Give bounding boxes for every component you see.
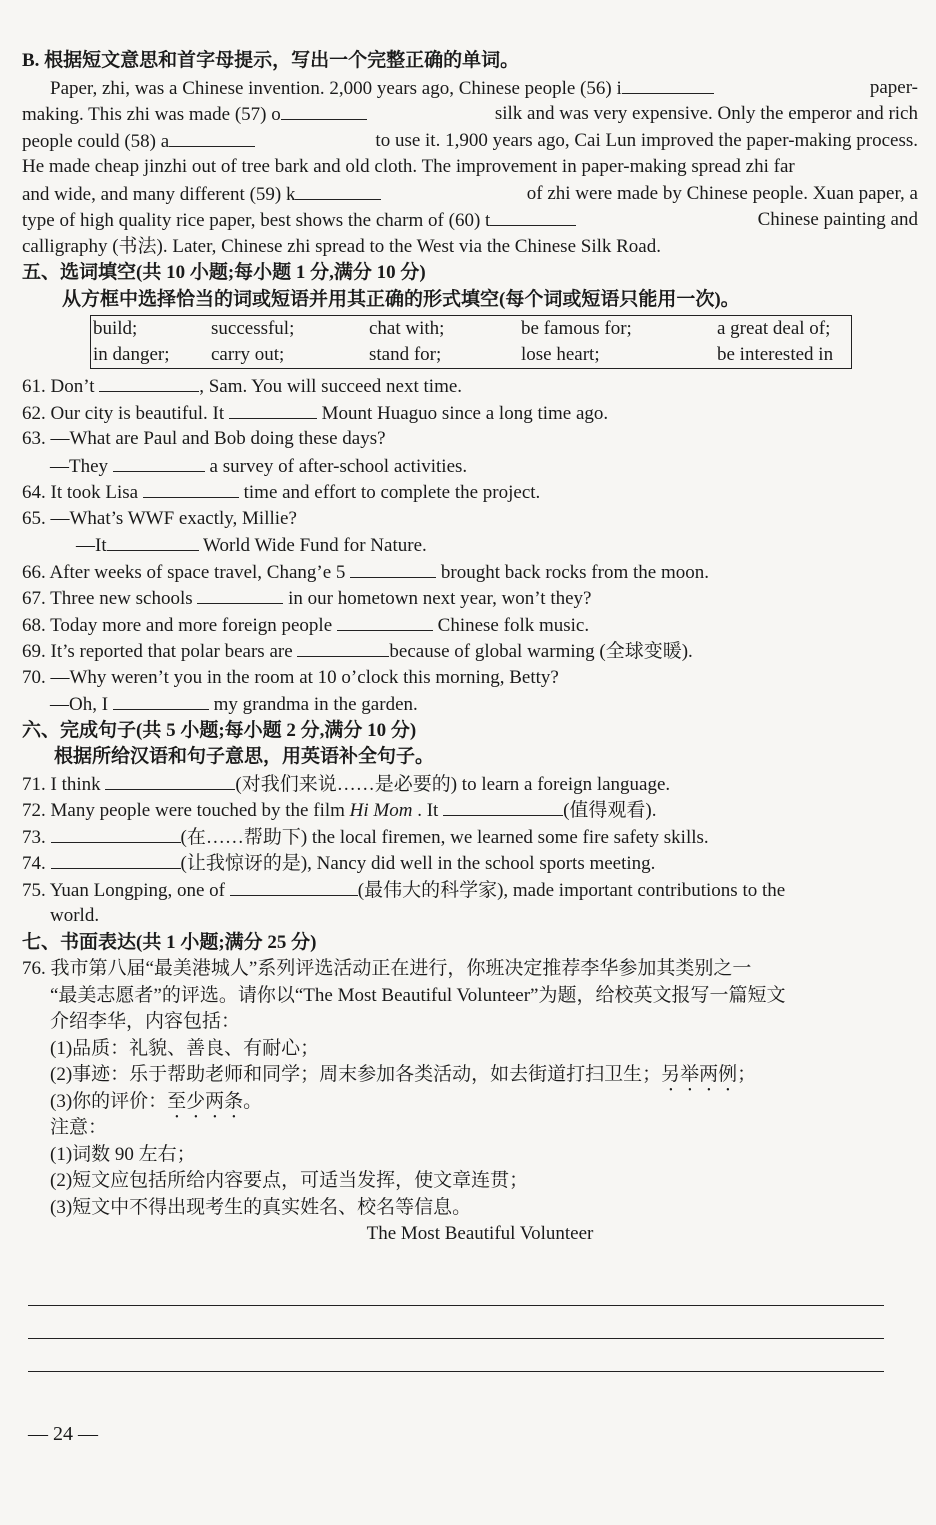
question-65-answer-line bbox=[22, 532, 918, 559]
question-72 bbox=[22, 797, 918, 824]
writing-line[interactable] bbox=[28, 1305, 884, 1306]
answer-blank-64[interactable] bbox=[143, 479, 239, 498]
emphasized-text: 至少两条 bbox=[167, 1090, 244, 1112]
question-text: —Oh, I bbox=[50, 694, 109, 715]
answer-blank-56[interactable] bbox=[622, 75, 714, 94]
question-text: . It bbox=[412, 800, 439, 821]
answer-blank-65[interactable] bbox=[107, 532, 199, 551]
section-b-heading: B. 根据短文意思和首字母提示，写出一个完整正确的单词。 bbox=[22, 50, 520, 71]
question-65: 65. —What’s WWF exactly, Millie? bbox=[22, 507, 297, 529]
section-6-heading: 六、完成句子(共 5 小题;每小题 2 分,满分 10 分) bbox=[22, 719, 417, 741]
word-option: lose heart; bbox=[521, 344, 600, 365]
passage-text: of zhi were made by Chinese people. Xuan paper, a bbox=[526, 182, 918, 204]
question-62 bbox=[22, 400, 918, 427]
question-text: 62. Our city is beautiful. It bbox=[22, 402, 225, 424]
question-70: 70. —Why weren’t you in the room at 10 o’clock this morning, Betty? bbox=[22, 666, 559, 688]
answer-blank-67[interactable] bbox=[197, 585, 283, 604]
emphasized-text: 另举两例 bbox=[661, 1064, 738, 1085]
word-option: in danger; bbox=[93, 344, 170, 365]
word-option: a great deal of; bbox=[717, 318, 831, 339]
question-text: Chinese folk music. bbox=[437, 614, 590, 636]
question-76-line: “最美志愿者”的评选。请你以“The Most Beautiful Volunteer”为题，给校英文报写一篇短文 bbox=[50, 984, 786, 1006]
answer-blank-66[interactable] bbox=[350, 559, 436, 578]
point-text: 。 bbox=[243, 1090, 263, 1112]
point-text: ； bbox=[737, 1064, 757, 1085]
answer-blank-61[interactable] bbox=[99, 373, 199, 392]
note-3: (3)短文中不得出现考生的真实姓名、校名等信息。 bbox=[50, 1196, 472, 1218]
section-5-heading: 五、选词填空(共 10 小题;每小题 1 分,满分 10 分) bbox=[22, 262, 426, 283]
question-text: 66. After weeks of space travel, Chang’e 5 bbox=[22, 561, 346, 583]
word-box bbox=[90, 315, 852, 369]
note-2: (2)短文应包括所给内容要点，可适当发挥，使文章连贯； bbox=[50, 1170, 529, 1191]
question-70-answer-line bbox=[22, 691, 918, 718]
question-text: —They bbox=[50, 455, 109, 477]
question-text: Mount Huaguo since a long time ago. bbox=[321, 402, 609, 424]
passage-line bbox=[22, 75, 918, 102]
passage-text: and wide, and many different (59) k bbox=[22, 183, 296, 205]
question-text: (最伟大的科学家), made important contributions to the bbox=[357, 879, 786, 901]
word-option: be famous for; bbox=[521, 318, 632, 339]
writing-line[interactable] bbox=[28, 1338, 884, 1339]
question-text: (在……帮助下) the local firemen, we learned some fire safety skills. bbox=[180, 826, 709, 848]
passage-line: He made cheap jinzhi out of tree bark and old cloth. The improvement in paper-making spread zhi far bbox=[22, 156, 795, 177]
note-1: (1)词数 90 左右； bbox=[50, 1143, 196, 1165]
answer-blank-72[interactable] bbox=[443, 797, 563, 816]
notes-title: 注意： bbox=[50, 1117, 108, 1138]
passage-text: to use it. 1,900 years ago, Cai Lun improved the paper-making process. bbox=[375, 129, 918, 151]
essay-title: The Most Beautiful Volunteer bbox=[366, 1223, 594, 1244]
passage-text: type of high quality rice paper, best shows the charm of (60) t bbox=[22, 210, 491, 231]
passage-text: people could (58) a bbox=[22, 130, 170, 152]
answer-blank-63[interactable] bbox=[113, 453, 205, 472]
question-68 bbox=[22, 612, 918, 639]
passage-line bbox=[22, 181, 918, 208]
question-text: 74. bbox=[22, 853, 46, 874]
film-title: Hi Mom bbox=[349, 800, 413, 821]
question-76-line: 76. 我市第八届“最美港城人”系列评选活动正在进行，你班决定推荐李华参加其类别之一 bbox=[22, 958, 752, 979]
question-text: 61. Don’t bbox=[22, 376, 95, 397]
question-75 bbox=[22, 877, 918, 904]
question-71 bbox=[22, 771, 918, 798]
word-box-row bbox=[93, 342, 851, 368]
word-box-row bbox=[93, 316, 851, 342]
answer-blank-68[interactable] bbox=[337, 612, 433, 631]
question-text: my grandma in the garden. bbox=[213, 694, 418, 715]
question-75-continued: world. bbox=[50, 905, 100, 926]
question-63-answer-line bbox=[22, 453, 918, 480]
answer-blank-75[interactable] bbox=[230, 877, 358, 896]
question-73 bbox=[22, 824, 918, 851]
passage-text: silk and was very expensive. Only the emperor and rich bbox=[494, 103, 918, 124]
answer-blank-74[interactable] bbox=[51, 850, 181, 869]
question-text: World Wide Fund for Nature. bbox=[203, 535, 427, 556]
word-option: carry out; bbox=[211, 344, 285, 365]
point-text: (3)你的评价： bbox=[50, 1090, 168, 1112]
point-text: (2)事迹：乐于帮助老师和同学；周末参加各类活动，如去街道打扫卫生； bbox=[50, 1064, 662, 1085]
question-text: 67. Three new schools bbox=[22, 588, 193, 609]
question-63: 63. —What are Paul and Bob doing these days? bbox=[22, 428, 386, 449]
question-74 bbox=[22, 850, 918, 877]
word-option: be interested in bbox=[717, 344, 834, 365]
question-64 bbox=[22, 479, 918, 506]
word-option: stand for; bbox=[369, 344, 442, 365]
section-6-instruction: 根据所给汉语和句子意思，用英语补全句子。 bbox=[54, 746, 435, 767]
question-text: —It bbox=[76, 535, 107, 556]
question-66 bbox=[22, 559, 918, 586]
question-69 bbox=[22, 638, 918, 665]
question-text: 64. It took Lisa bbox=[22, 482, 139, 503]
passage-text: Paper, zhi, was a Chinese invention. 2,000 years ago, Chinese people (56) i bbox=[50, 77, 622, 99]
answer-blank-57[interactable] bbox=[281, 101, 367, 120]
answer-blank-69[interactable] bbox=[297, 638, 389, 657]
question-text: 69. It’s reported that polar bears are bbox=[22, 641, 293, 662]
question-76-line: 介绍李华，内容包括： bbox=[50, 1011, 241, 1032]
answer-blank-70[interactable] bbox=[113, 691, 209, 710]
content-point-1: (1)品质：礼貌、善良、有耐心； bbox=[50, 1037, 320, 1059]
exam-page bbox=[22, 48, 918, 1248]
content-point-3 bbox=[22, 1089, 918, 1116]
section-7-heading: 七、书面表达(共 1 小题;满分 25 分) bbox=[22, 931, 317, 953]
section-5-instruction: 从方框中选择恰当的词或短语并用其正确的形式填空(每个词或短语只能用一次)。 bbox=[62, 288, 740, 310]
question-text: , Sam. You will succeed next time. bbox=[199, 376, 463, 397]
word-option: build; bbox=[93, 318, 138, 339]
answer-blank-62[interactable] bbox=[229, 400, 317, 419]
answer-blank-71[interactable] bbox=[105, 771, 235, 790]
passage-text: making. This zhi was made (57) o bbox=[22, 104, 281, 125]
content-point-2 bbox=[22, 1062, 918, 1089]
question-text: 75. Yuan Longping, one of bbox=[22, 879, 225, 901]
question-text: in our hometown next year, won’t they? bbox=[288, 588, 592, 609]
answer-blank-60[interactable] bbox=[490, 207, 576, 226]
passage-line bbox=[22, 207, 918, 234]
question-67 bbox=[22, 585, 918, 612]
passage-line: calligraphy (书法). Later, Chinese zhi spread to the West via the Chinese Silk Road. bbox=[22, 235, 661, 257]
writing-line[interactable] bbox=[28, 1371, 884, 1372]
question-text: 68. Today more and more foreign people bbox=[22, 614, 333, 636]
question-text: (对我们来说……是必要的) to learn a foreign language. bbox=[235, 773, 671, 795]
question-61 bbox=[22, 373, 918, 400]
page-number: — 24 — bbox=[28, 1423, 98, 1445]
question-text: (值得观看). bbox=[563, 800, 657, 821]
answer-blank-59[interactable] bbox=[295, 181, 381, 200]
passage-text: Chinese painting and bbox=[757, 209, 918, 230]
question-text: time and effort to complete the project. bbox=[243, 482, 541, 503]
question-text: brought back rocks from the moon. bbox=[440, 561, 709, 583]
question-text: 72. Many people were touched by the film bbox=[22, 800, 350, 821]
answer-blank-73[interactable] bbox=[51, 824, 181, 843]
passage-line bbox=[22, 128, 918, 155]
question-text: 73. bbox=[22, 826, 46, 848]
word-option: successful; bbox=[211, 318, 295, 339]
question-text: 71. I think bbox=[22, 773, 101, 795]
passage-text: paper- bbox=[869, 76, 918, 98]
question-text: because of global warming (全球变暖). bbox=[389, 641, 693, 662]
passage-line bbox=[22, 101, 918, 128]
word-option: chat with; bbox=[369, 318, 445, 339]
question-text: (让我惊讶的是), Nancy did well in the school sports meeting. bbox=[180, 853, 656, 874]
question-text: a survey of after-school activities. bbox=[209, 455, 468, 477]
answer-blank-58[interactable] bbox=[169, 128, 255, 147]
